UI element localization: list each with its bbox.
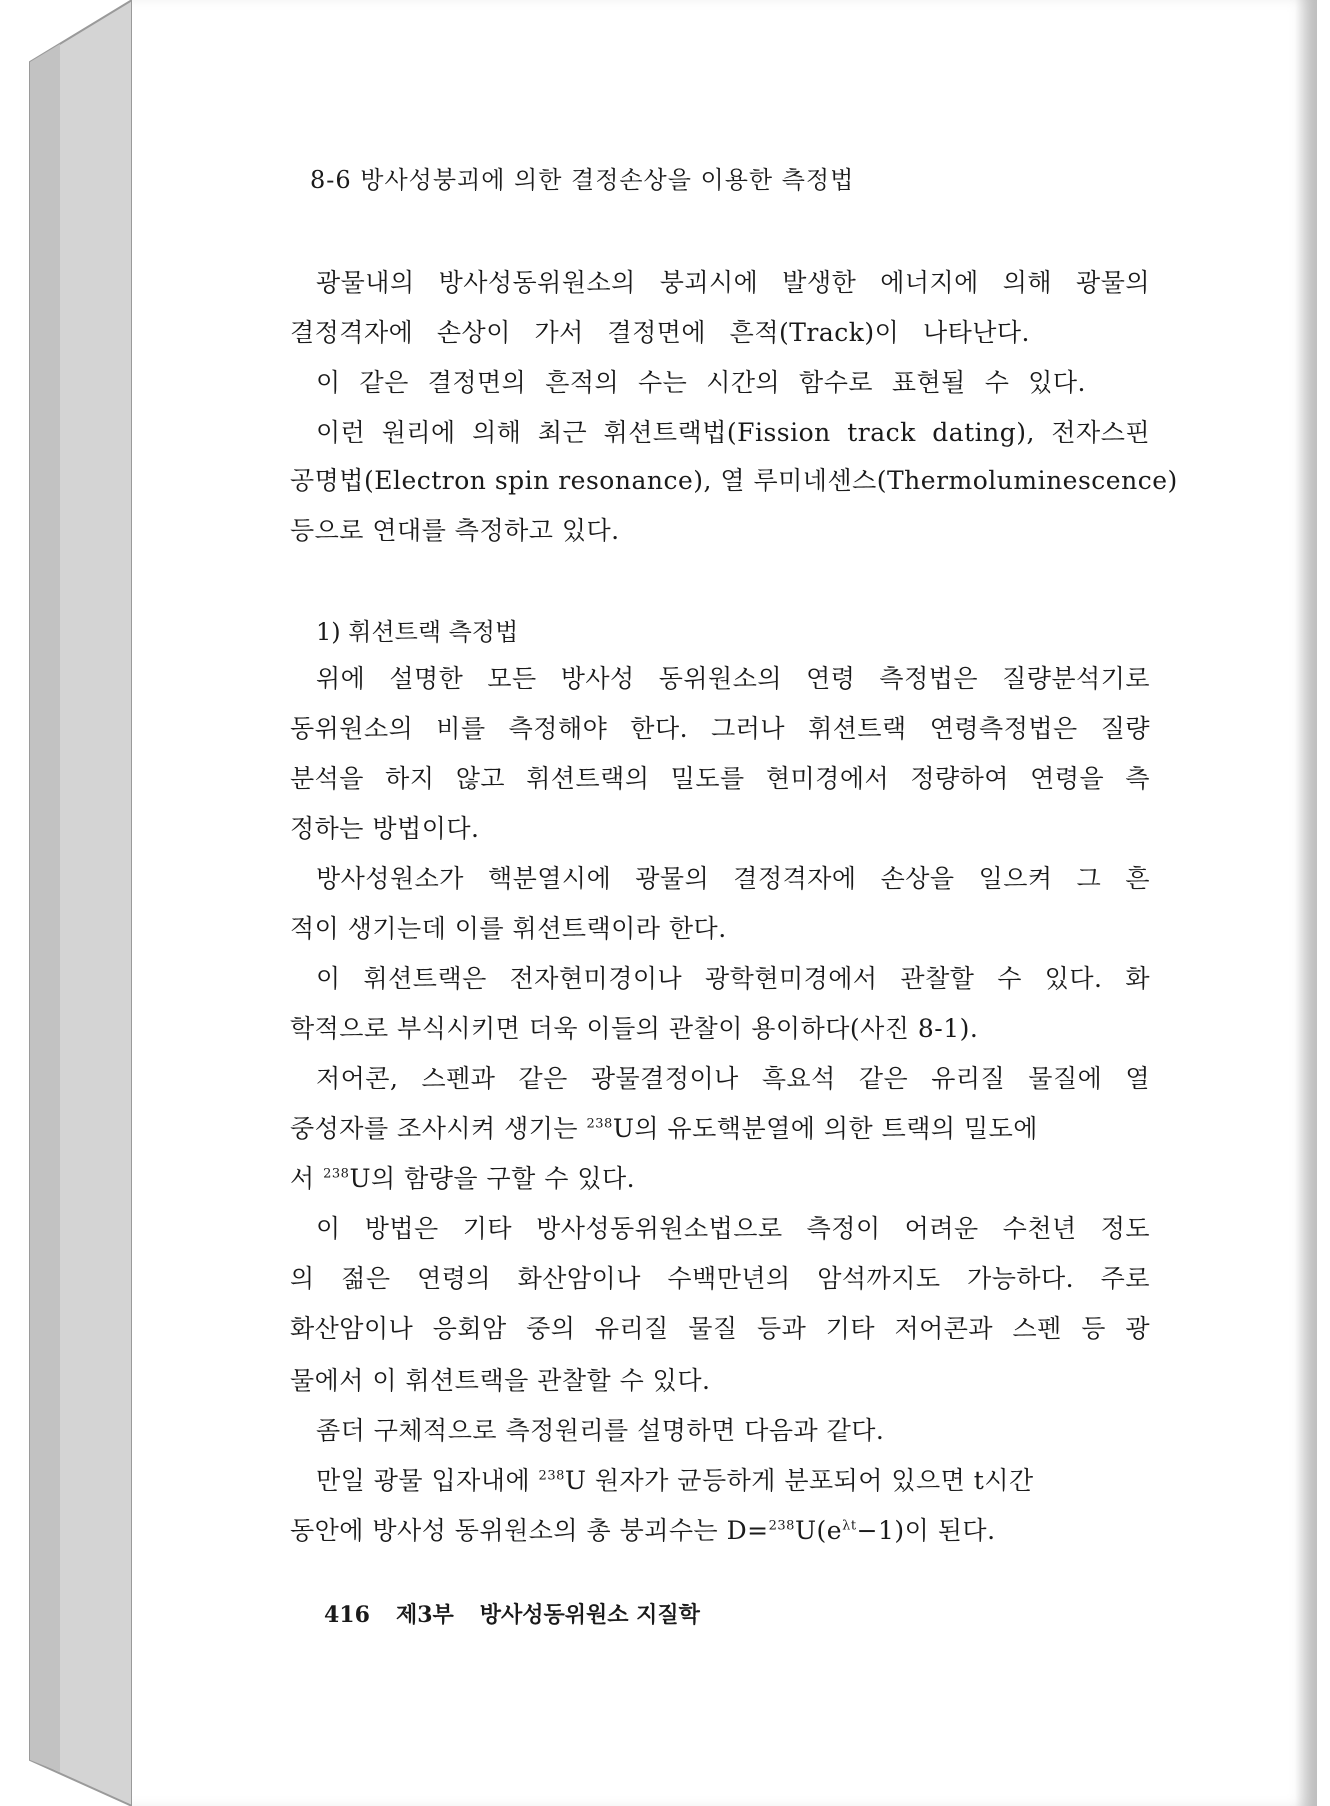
text-fragment: 중성자를 조사시켜 생기는 — [290, 1114, 587, 1143]
page-number: 416 — [324, 1602, 370, 1628]
text-line: 등으로 연대를 측정하고 있다. — [290, 516, 620, 545]
superscript: 238 — [323, 1166, 350, 1182]
text-fragment: 만일 광물 입자내에 — [316, 1466, 539, 1495]
text-line: 위에 설명한 모든 방사성 동위원소의 연령 측정법은 질량분석기로 — [316, 664, 1150, 693]
text-line: 방사성원소가 핵분열시에 광물의 결정격자에 손상을 일으켜 그 흔 — [316, 864, 1150, 893]
text-line: 의 젊은 연령의 화산암이나 수백만년의 암석까지도 가능하다. 주로 — [290, 1264, 1150, 1293]
text-line: 이런 원리에 의해 최근 휘션트랙법(Fission track dating), 전자스핀 — [316, 418, 1150, 447]
page-footer — [324, 1598, 726, 1629]
text-line: 공명법(Electron spin resonance), 열 루미네센스(Thermoluminescence) — [290, 466, 1178, 495]
text-line-u238 — [316, 1464, 1150, 1498]
superscript: 238 — [768, 1518, 795, 1534]
section-heading: 8-6 방사성붕괴에 의한 결정손상을 이용한 측정법 — [310, 166, 855, 194]
part-label: 제3부 — [395, 1602, 454, 1628]
text-fragment: 서 — [290, 1164, 324, 1193]
text-line: 물에서 이 휘션트랙을 관찰할 수 있다. — [290, 1366, 711, 1395]
text-line: 결정격자에 손상이 가서 결정면에 흔적(Track)이 나타난다. — [290, 318, 1030, 347]
text-line: 저어콘, 스펜과 같은 광물결정이나 흑요석 같은 유리질 물질에 열 — [316, 1064, 1150, 1093]
text-fragment: U 원자가 균등하게 분포되어 있으면 t시간 — [564, 1466, 1034, 1495]
text-line-u238 — [290, 1112, 1150, 1146]
text-line: 적이 생기는데 이를 휘션트랙이라 한다. — [290, 914, 727, 943]
text-line: 이 같은 결정면의 흔적의 수는 시간의 함수로 표현될 수 있다. — [316, 368, 1086, 397]
running-title: 방사성동위원소 지질학 — [479, 1602, 700, 1628]
text-line: 분석을 하지 않고 휘션트랙의 밀도를 현미경에서 정량하여 연령을 측 — [290, 764, 1150, 793]
text-fragment: U의 유도핵분열에 의한 트랙의 밀도에 — [612, 1114, 1038, 1143]
text-line-u238 — [290, 1162, 1150, 1196]
text-fragment: U(e — [794, 1516, 843, 1545]
text-line: 학적으로 부식시키면 더욱 이들의 관찰이 용이하다(사진 8-1). — [290, 1014, 979, 1043]
superscript: 238 — [538, 1468, 565, 1484]
page-edge-shadow — [1295, 0, 1317, 1806]
superscript: 238 — [586, 1116, 613, 1132]
text-fragment: −1)이 된다. — [856, 1516, 996, 1545]
subheading: 1) 휘션트랙 측정법 — [316, 618, 519, 646]
text-line: 좀더 구체적으로 측정원리를 설명하면 다음과 같다. — [316, 1416, 885, 1445]
text-fragment: U의 함량을 구할 수 있다. — [349, 1164, 636, 1193]
text-line: 광물내의 방사성동위원소의 붕괴시에 발생한 에너지에 의해 광물의 — [316, 268, 1150, 297]
text-line: 정하는 방법이다. — [290, 814, 480, 843]
spine-shade — [30, 44, 60, 1772]
text-fragment: 동안에 방사성 동위원소의 총 붕괴수는 D= — [290, 1516, 769, 1545]
text-line: 이 휘션트랙은 전자현미경이나 광학현미경에서 관찰할 수 있다. 화 — [316, 964, 1150, 993]
text-line-formula — [290, 1514, 1150, 1548]
text-line: 동위원소의 비를 측정해야 한다. 그러나 휘션트랙 연령측정법은 질량 — [290, 714, 1150, 743]
superscript: λt — [842, 1518, 857, 1534]
text-line: 이 방법은 기타 방사성동위원소법으로 측정이 어려운 수천년 정도 — [316, 1214, 1150, 1243]
text-line: 화산암이나 응회암 중의 유리질 물질 등과 기타 저어콘과 스펜 등 광 — [290, 1314, 1150, 1343]
